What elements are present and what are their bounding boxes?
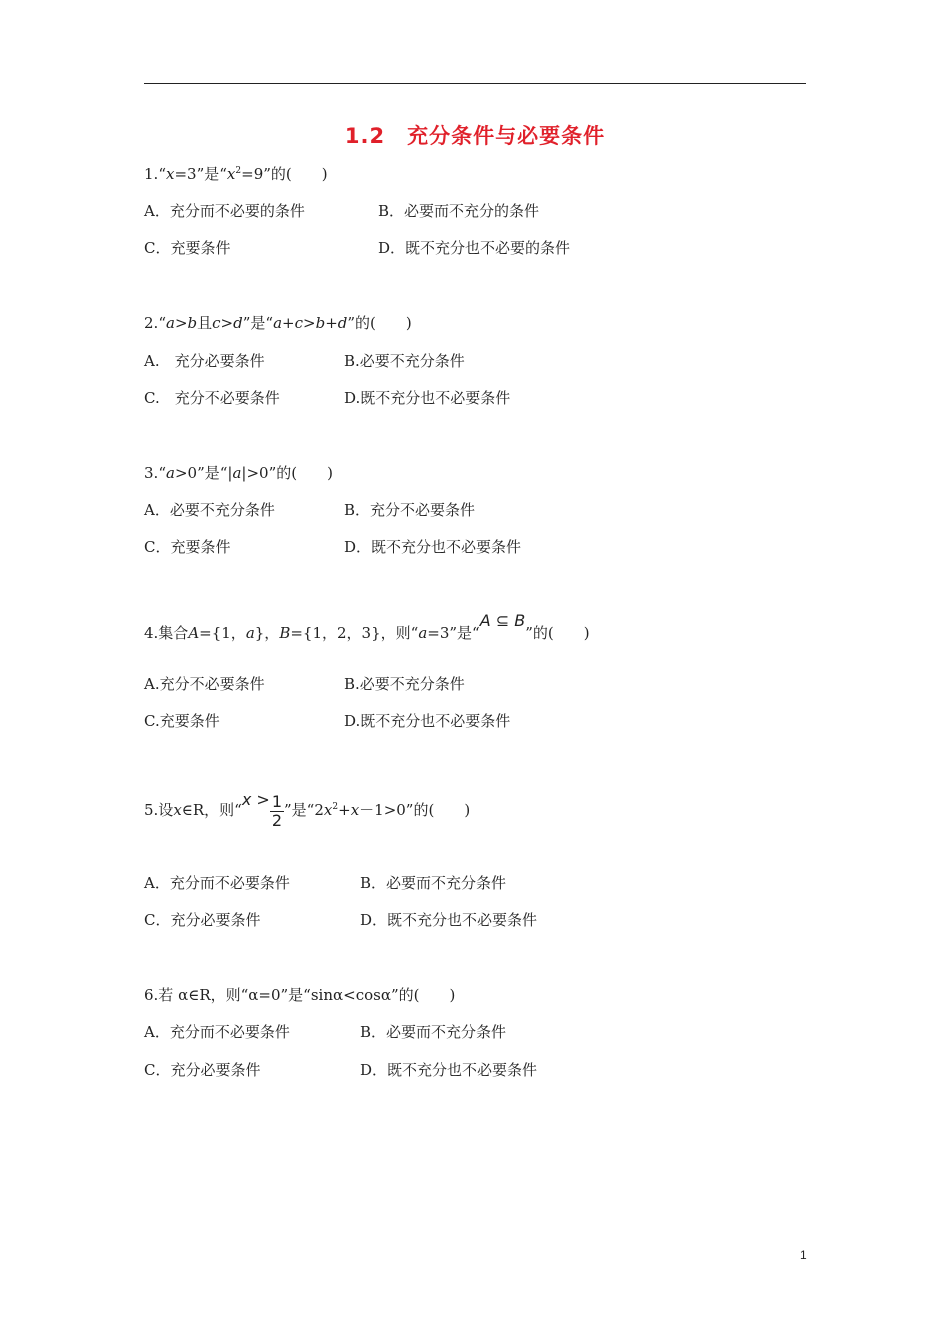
header-rule xyxy=(144,83,806,84)
q3-option-a[interactable]: A．必要不充分条件 xyxy=(144,501,275,519)
q1-option-b[interactable]: B．必要而不充分的条件 xyxy=(378,202,540,220)
question-5: 5.设x∈R，则“x > $\frac{1}{2}$ ”是“$2x^2+x-1>0$”的( ) xyxy=(144,790,471,830)
q5-option-d[interactable]: D．既不充分也不必要条件 xyxy=(360,911,538,929)
q1-option-c[interactable]: C．充要条件 xyxy=(144,239,231,257)
page-number: 1 xyxy=(800,1248,807,1262)
q2-option-c[interactable]: C. 充分不必要条件 xyxy=(144,389,280,407)
q3-option-d[interactable]: D．既不充分也不必要条件 xyxy=(344,538,522,556)
question-6: 6.若 α∈R，则“α=0”是“sinα<cosα”的( ) xyxy=(144,986,456,1004)
page-title: 1.2 充分条件与必要条件 xyxy=(344,124,606,148)
q5-option-b[interactable]: B．必要而不充分条件 xyxy=(360,874,507,892)
q6-option-d[interactable]: D．既不充分也不必要条件 xyxy=(360,1061,538,1079)
q2-option-d[interactable]: D.既不充分也不必要条件 xyxy=(344,389,511,407)
q3-option-c[interactable]: C．充要条件 xyxy=(144,538,231,556)
q6-option-b[interactable]: B．必要而不充分条件 xyxy=(360,1023,507,1041)
question-2: 2.“a>b且c>d”是“a+c>b+d”的( ) xyxy=(144,314,412,332)
q3-option-b[interactable]: B．充分不必要条件 xyxy=(344,501,476,519)
q1-option-d[interactable]: D．既不充分也不必要的条件 xyxy=(378,239,571,257)
question-1: 1.“x=3”是“$x^2=9$”的( ) xyxy=(144,165,328,183)
subset-formula: A ⊆ B xyxy=(479,611,526,630)
q5-option-c[interactable]: C．充分必要条件 xyxy=(144,911,261,929)
q4-option-d[interactable]: D.既不充分也不必要条件 xyxy=(344,712,511,730)
q6-option-a[interactable]: A．充分而不必要条件 xyxy=(144,1023,290,1041)
q1-option-a[interactable]: A．充分而不必要的条件 xyxy=(144,202,305,220)
fraction-one-half: $\frac{1}{2}$ xyxy=(271,791,283,830)
q2-option-a[interactable]: A. 充分必要条件 xyxy=(144,352,265,370)
q2-option-b[interactable]: B.必要不充分条件 xyxy=(344,352,465,370)
q6-option-c[interactable]: C．充分必要条件 xyxy=(144,1061,261,1079)
q4-option-a[interactable]: A.充分不必要条件 xyxy=(144,675,265,693)
q4-option-c[interactable]: C.充要条件 xyxy=(144,712,220,730)
question-3: 3.“a>0”是“|a|>0”的( ) xyxy=(144,464,333,482)
q5-option-a[interactable]: A．充分而不必要条件 xyxy=(144,874,290,892)
question-4: 4.集合A={1，a}，B={1，2，3}，则“a=3”是“A ⊆ B”的( ) xyxy=(144,611,590,642)
q4-option-b[interactable]: B.必要不充分条件 xyxy=(344,675,465,693)
